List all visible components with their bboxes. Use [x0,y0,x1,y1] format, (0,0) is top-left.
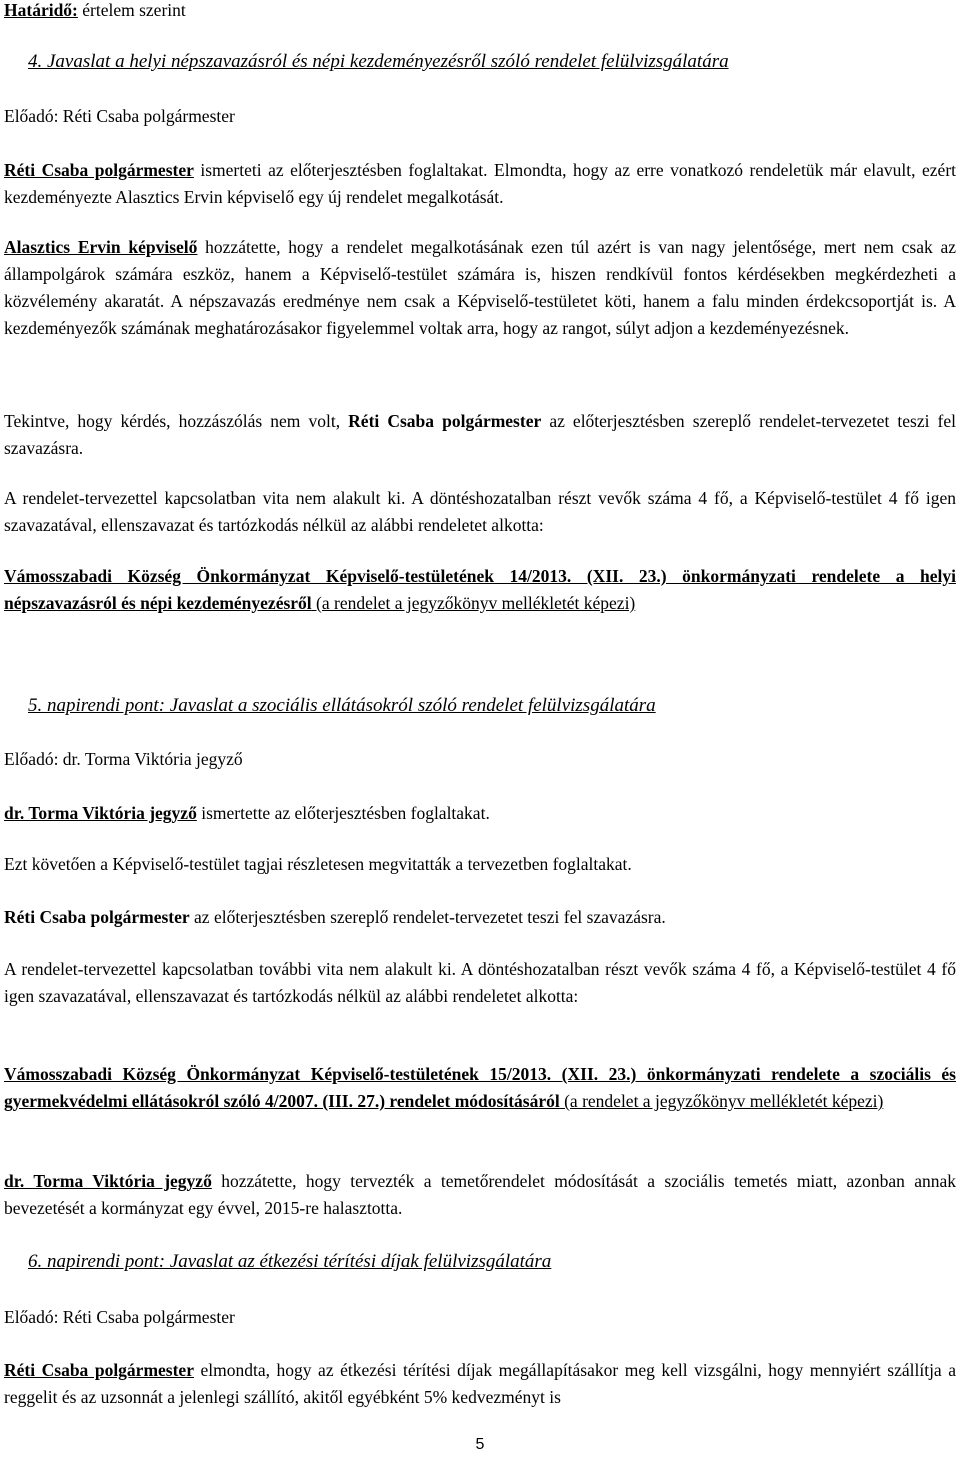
paragraph-text: az előterjesztésben szereplő rendelet-tervezetet teszi fel szavazásra. [189,907,666,927]
agenda-item-5-paragraph-1 [4,800,956,827]
agenda-item-4-paragraph-1 [4,157,956,211]
agenda-item-4-paragraph-2 [4,234,956,342]
page-number: 5 [475,1436,485,1453]
paragraph-text: elmondta, hogy az étkezési térítési díjak megállapításakor meg kell vizsgálni, hogy mennyiért szállítja a reggelit és az uzsonnát a jelenlegi szállító, akitől egyébként 5% kedvezményt is [4,1360,956,1407]
paragraph-text: Tekintve, hogy kérdés, hozzászólás nem volt, [4,411,349,431]
agenda-item-5-paragraph-5 [4,1168,956,1222]
decree-note: (a rendelet a jegyzőkönyv mellékletét képezi) [311,593,636,613]
speaker-name: Réti Csaba polgármester [4,1360,194,1380]
speaker-name: dr. Torma Viktória jegyző [4,1171,212,1191]
agenda-item-5-paragraph-3 [4,904,956,931]
agenda-item-4-presenter: Előadó: Réti Csaba polgármester [4,106,235,126]
agenda-item-5-paragraph-2: Ezt követően a Képviselő-testület tagjai részletesen megvitatták a tervezetben foglaltakat. [4,854,632,874]
decree-note: (a rendelet a jegyzőkönyv mellékletét képezi) [559,1091,884,1111]
agenda-item-5-heading: 5. napirendi pont: Javaslat a szociális ellátásokról szóló rendelet felülvizsgálatára [28,695,656,716]
decree-title: Vámosszabadi Község Önkormányzat Képviselő-testületének 14/2013. (XII. 23.) önkormányzati rendelete a helyi népszavazásról és népi kezdeményezésről [4,566,956,613]
speaker-name: dr. Torma Viktória jegyző [4,803,197,823]
paragraph-text: hozzátette, hogy tervezték a temetőrendelet módosítását a szociális temetés miatt, azonban annak bevezetését a kormányzat egy évvel, 2015-re halasztotta. [4,1171,956,1218]
deadline-label: Határidő: [4,0,78,20]
agenda-item-4-heading: 4. Javaslat a helyi népszavazásról és népi kezdeményezésről szóló rendelet felülvizsgálatára [28,51,729,72]
speaker-name: Réti Csaba polgármester [4,907,190,927]
paragraph-text: ismertette az előterjesztésben foglaltakat. [196,803,490,823]
agenda-item-6-presenter: Előadó: Réti Csaba polgármester [4,1307,235,1327]
agenda-item-5-vote: A rendelet-tervezettel kapcsolatban további vita nem alakult ki. A döntéshozatalban részt vevők száma 4 fő, a Képviselő-testület 4 fő igen szavazatával, ellenszavazat és tartózkodás nélkül az alábbi rendeletet alkotta: [4,959,956,1006]
deadline-line [4,0,956,24]
agenda-item-6-paragraph-1 [4,1357,956,1411]
paragraph-text: ismerteti az előterjesztésben foglaltakat. Elmondta, hogy az erre vonatkozó rendeletük már elavult, ezért kezdeményezte Alasztics Ervin képviselő egy új rendelet megalkotását. [4,160,957,207]
agenda-item-5-decree [4,1061,956,1115]
agenda-item-4-decree [4,563,956,617]
deadline-text: értelem szerint [77,0,186,20]
speaker-name: Alasztics Ervin képviselő [4,237,198,257]
speaker-name: Réti Csaba polgármester [4,160,194,180]
paragraph-text: az előterjesztésben szereplő rendelet-tervezetet teszi fel szavazásra. [4,411,956,458]
agenda-item-6-heading: 6. napirendi pont: Javaslat az étkezési térítési díjak felülvizsgálatára [28,1251,552,1272]
agenda-item-4-vote: A rendelet-tervezettel kapcsolatban vita nem alakult ki. A döntéshozatalban részt vevők száma 4 fő, a Képviselő-testület 4 fő igen szavazatával, ellenszavazat és tartózkodás nélkül az alábbi rendeletet alkotta: [4,488,956,535]
agenda-item-5-presenter: Előadó: dr. Torma Viktória jegyző [4,749,243,769]
decree-title: Vámosszabadi Község Önkormányzat Képviselő-testületének 15/2013. (XII. 23.) önkormányzati rendelete a szociális és gyermekvédelmi ellátásokról szóló 4/2007. (III. 27.) rendelet módosításáról [4,1064,956,1111]
paragraph-text: hozzátette, hogy a rendelet megalkotásának ezen túl azért is van nagy jelentősége, mert nem csak az állampolgárok számára eszköz, hanem a Képviselő-testület számára is, hiszen rendkívül fontos kérdésekben megkérdezheti a közvélemény akaratát. A népszavazás eredménye nem csak a Képviselő-testületet köti, hanem a falu minden érdekcsoportját is. A kezdeményezők számának meghatározásakor figyelemmel voltak arra, hogy az rangot, súlyt adjon a kezdeményezésnek. [4,237,956,338]
agenda-item-4-paragraph-3 [4,408,956,462]
speaker-name: Réti Csaba polgármester [348,411,542,431]
